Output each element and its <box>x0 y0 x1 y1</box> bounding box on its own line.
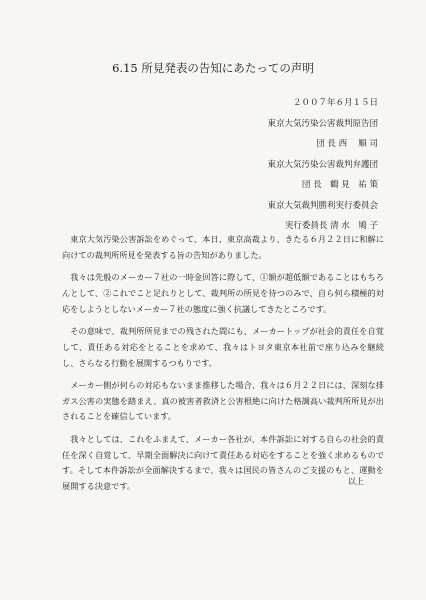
paragraph: 東京大気汚染公害訴訟をめぐって、本日、東京高裁より、きたる６月２２日に和解に向けての裁判所所見を発表する旨の告知がありました。 <box>62 234 384 260</box>
lawyers-group: 東京大気汚染公害裁判弁護団 <box>267 159 378 170</box>
paragraph: その意味で、裁判所所見までの残された間にも、メーカートップが社会的責任を自覚して、責任ある対応をとることを求めて、我々はトヨタ東京本社前で座り込みを継続し、さらなる行動を展開するつもりです。 <box>62 325 384 368</box>
signatory-block <box>267 93 378 237</box>
paragraph: 我々は先般のメーカー７社の一時金回答に際して、①額が超低額であることはもちろんとして、②これでこと足れりとして、裁判所の所見を待つのみで、自ら何ら積極的対応をしようとしないメーカー７社の態度に強く抗議してきたところです。 <box>62 272 384 314</box>
statement-body <box>62 232 384 501</box>
document-title: 6.15 所見発表の告知にあたっての声明 <box>112 61 314 75</box>
paragraph: 我々としては、これをふまえて、メーカー各社が、本件訴訟に対する自らの社会的責任を深く自覚して、早期全面解決に向けて責任ある対応をすることを強く求めるものです。そして本件訴訟が全面解決するまで、我々は国民の皆さんのご支援のもと、運動を展開する決意です。 <box>62 433 384 492</box>
plaintiff-group: 東京大気汚染公害裁判原告団 <box>267 118 378 129</box>
lawyers-group-leader: 団 長 鶴 見 祐 策 <box>301 180 378 190</box>
closing-mark: 以上 <box>347 476 364 486</box>
committee: 東京大気裁判勝利実行委員会 <box>267 200 378 211</box>
paragraph: メーカー側が何らの対応もないまま推移した場合、我々は６月２２日には、深刻な排ガス公害の実態を踏まえ、真の被害者救済と公害根絶に向けた格調高い裁判所所見が出されることを確信しています。 <box>62 379 384 422</box>
committee-chair: 実行委員長 清 水 鳩 子 <box>284 221 378 231</box>
plaintiff-group-leader: 団 長 西 順 司 <box>316 139 378 149</box>
document-date: ２００７年６月１５日 <box>292 98 378 108</box>
